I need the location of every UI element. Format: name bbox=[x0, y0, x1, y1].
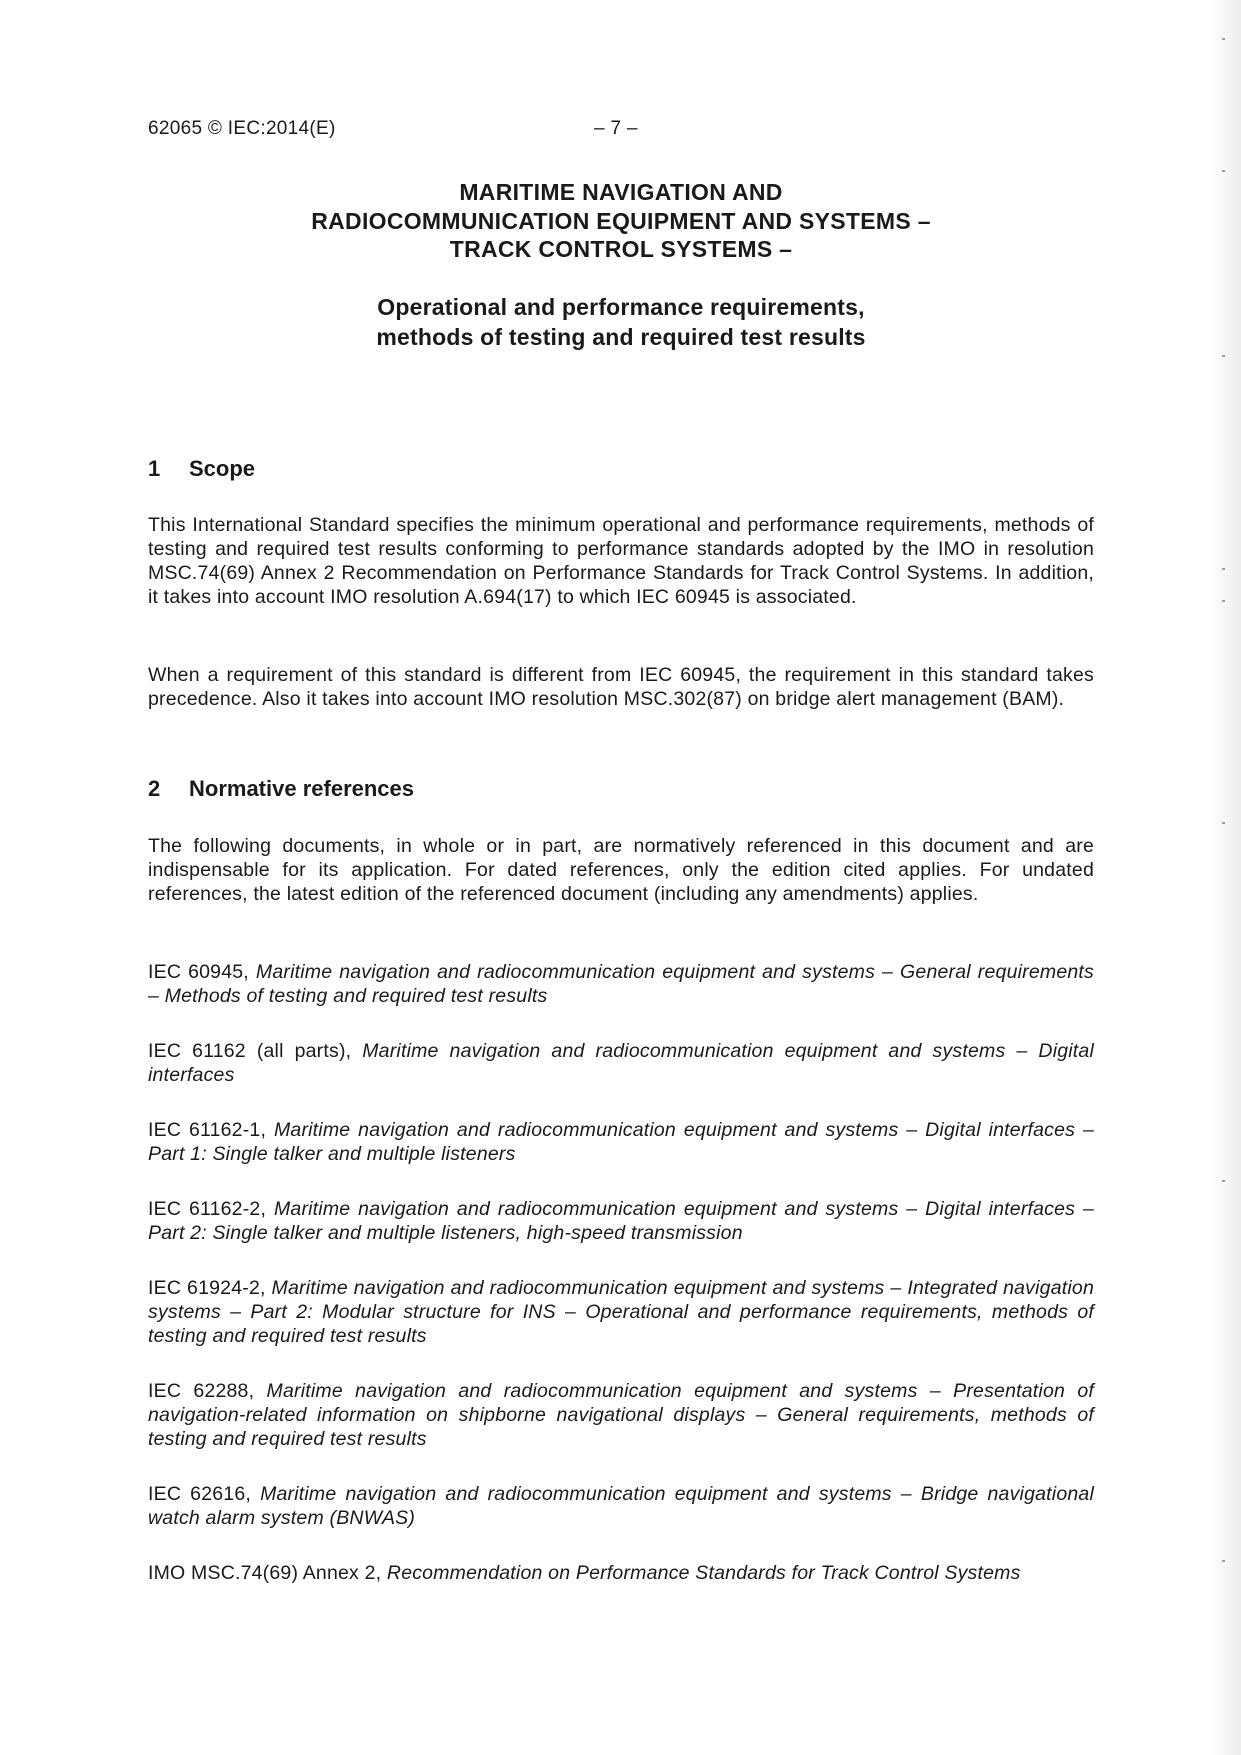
scan-speck bbox=[1222, 1560, 1225, 1562]
reference-entry bbox=[148, 1276, 1094, 1348]
document-subtitle bbox=[148, 292, 1094, 352]
subtitle-line-1: Operational and performance requirements, bbox=[377, 294, 865, 320]
scan-speck bbox=[1222, 822, 1225, 824]
scope-paragraph-2: When a requirement of this standard is different from IEC 60945, the requirement in this standard takes precedence. Also it takes into account IMO resolution MSC.302(87) on bridge alert management (BAM). bbox=[148, 664, 1094, 710]
scan-speck bbox=[1222, 170, 1225, 172]
title-line-1: MARITIME NAVIGATION AND bbox=[459, 179, 783, 205]
section-title: Normative references bbox=[189, 776, 415, 801]
scan-speck bbox=[1222, 38, 1225, 40]
reference-id: IEC 61924-2, bbox=[148, 1277, 266, 1299]
normative-intro-paragraph: The following documents, in whole or in part, are normatively referenced in this document and are indispensable for its application. For dated references, only the edition cited applies. For undated references, the latest edition of the referenced document (including any amendments) applies. bbox=[148, 835, 1094, 905]
reference-id: IMO MSC.74(69) Annex 2, bbox=[148, 1562, 382, 1584]
scope-paragraph-1: This International Standard specifies the minimum operational and performance requirements, methods of testing and required test results conforming to performance standards adopted by the IMO in resolution MSC.74(69) Annex 2 Recommendation on Performance Standards for Track Control Systems. In addition, it takes into account IMO resolution A.694(17) to which IEC 60945 is associated. bbox=[148, 514, 1094, 608]
reference-title: Maritime navigation and radiocommunication equipment and systems – Digital interfaces – Part 1: Single talker and multiple listeners bbox=[148, 1119, 1095, 1165]
section-heading-normative-references bbox=[148, 776, 414, 802]
reference-entry bbox=[148, 1197, 1094, 1245]
scan-speck bbox=[1222, 1180, 1225, 1182]
title-line-3: TRACK CONTROL SYSTEMS – bbox=[449, 236, 793, 262]
subtitle-line-2: methods of testing and required test results bbox=[376, 324, 866, 350]
page-number: – 7 – bbox=[594, 118, 638, 139]
scan-speck bbox=[1222, 355, 1225, 357]
reference-title: Maritime navigation and radiocommunication equipment and systems – Bridge navigational watch alarm system (BNWAS) bbox=[148, 1483, 1094, 1529]
scan-edge-shade bbox=[1207, 0, 1241, 1755]
reference-title: Maritime navigation and radiocommunication equipment and systems – General requirements – Methods of testing and required test results bbox=[148, 961, 1094, 1007]
standard-designation: 62065 © IEC:2014(E) bbox=[148, 118, 336, 139]
reference-title: Maritime navigation and radiocommunication equipment and systems – Digital interfaces – Part 2: Single talker and multiple listeners, high-speed transmission bbox=[148, 1198, 1095, 1244]
reference-entry bbox=[148, 1561, 1094, 1585]
title-line-2: RADIOCOMMUNICATION EQUIPMENT AND SYSTEMS – bbox=[311, 207, 931, 234]
reference-entry bbox=[148, 1039, 1094, 1087]
scan-speck bbox=[1222, 568, 1225, 570]
scan-speck bbox=[1222, 600, 1225, 602]
reference-entry bbox=[148, 1379, 1094, 1451]
reference-id: IEC 61162-1, bbox=[148, 1119, 267, 1141]
section-number: 2 bbox=[148, 776, 161, 801]
reference-id: IEC 61162-2, bbox=[148, 1198, 267, 1220]
reference-id: IEC 62616, bbox=[148, 1483, 251, 1505]
reference-title: Maritime navigation and radiocommunication equipment and systems – Digital interfaces bbox=[148, 1040, 1095, 1086]
reference-entry bbox=[148, 1482, 1094, 1530]
reference-id: IEC 61162 (all parts), bbox=[148, 1040, 352, 1062]
section-title: Scope bbox=[189, 456, 256, 481]
reference-title: Recommendation on Performance Standards for Track Control Systems bbox=[386, 1562, 1021, 1584]
document-title bbox=[148, 178, 1094, 264]
reference-title: Maritime navigation and radiocommunication equipment and systems – Presentation of navigation-related information on shipborne navigational displays – General requirements, methods of testing and required test results bbox=[148, 1380, 1094, 1450]
reference-id: IEC 62288, bbox=[148, 1380, 255, 1402]
section-heading-scope bbox=[148, 456, 255, 482]
reference-title: Maritime navigation and radiocommunication equipment and systems – Integrated navigation systems – Part 2: Modular structure for INS – Operational and performance requirements, methods of testing and required test results bbox=[148, 1277, 1094, 1347]
reference-entry bbox=[148, 1118, 1094, 1166]
reference-id: IEC 60945, bbox=[148, 961, 249, 983]
section-number: 1 bbox=[148, 456, 161, 481]
reference-entry bbox=[148, 960, 1094, 1008]
